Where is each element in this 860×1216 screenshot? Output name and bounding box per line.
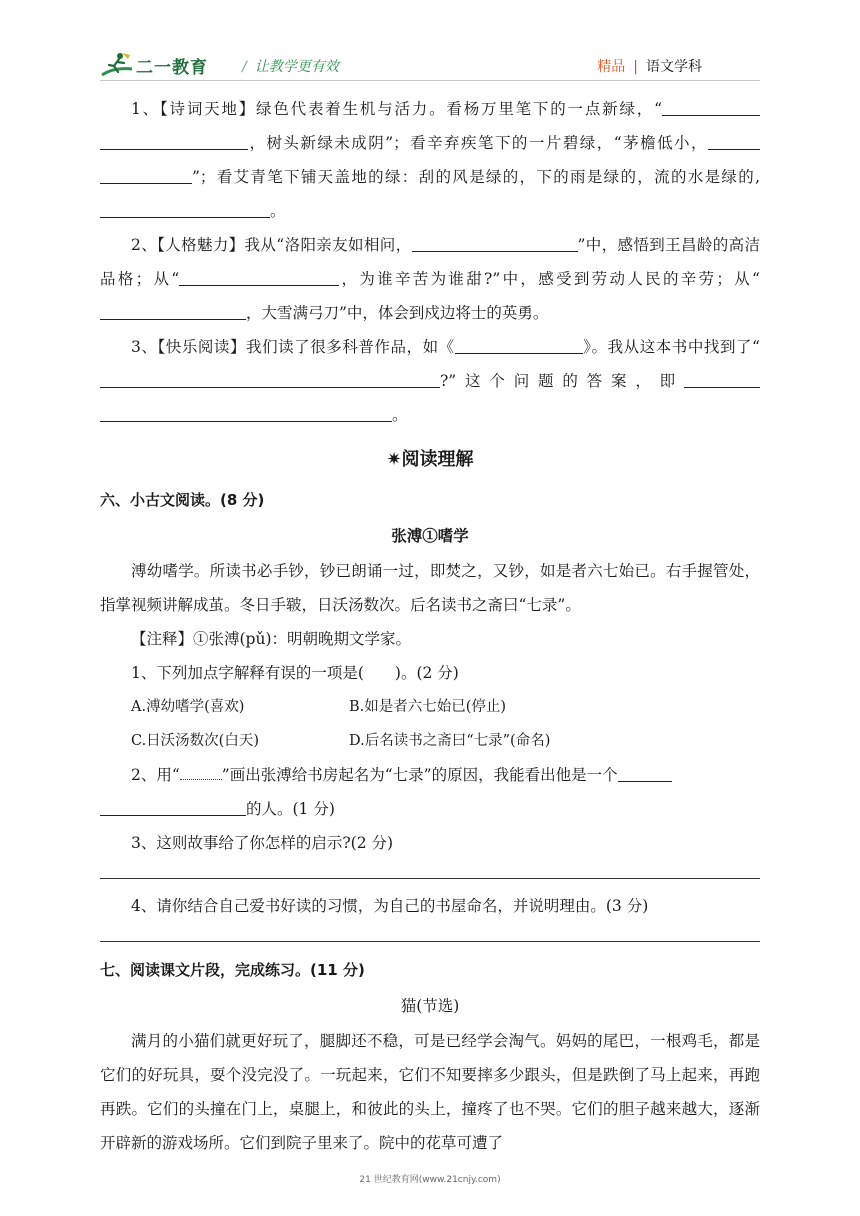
header-right: 精品 | 语文学科 [597,59,702,75]
wavy-underline-mark [180,765,222,780]
q7-passage-title: 猫(节选) [400,997,460,1015]
answer-blank[interactable] [662,97,760,116]
runner-logo-icon [100,51,134,79]
logo-text: 二一教育 [136,57,208,78]
q6-2-tail: 的人。(1 分) [246,800,335,818]
q7-heading: 七、阅读课文片段，完成练习。(11 分) [100,961,365,979]
q5-2-mid2: ，为谁辛苦为谁甜?”中，感受到劳动人民的辛劳；从“ [339,270,760,288]
answer-blank[interactable] [100,797,246,816]
q5-3-mid1: 》。我从这本书中找到了“ [582,338,760,356]
answer-blank[interactable] [100,369,440,388]
answer-blank[interactable] [708,131,760,150]
answer-blank[interactable] [100,131,248,150]
q5-2-head: 2、【人格魅力】我从“洛阳亲友如相问， [131,236,412,254]
slogan-text: 让教学更有效 [254,59,339,75]
q6-sub3: 3、这则故事给了你怎样的启示?(2 分) [131,834,394,852]
brand-label: 精品 [597,59,626,75]
option-c[interactable]: C.日沃汤数次(白天) [131,733,260,749]
q6-passage: 溥幼嗜学。所读书必手钞，钞已朗诵一过，即焚之，又钞，如是者六七始已。右手握管处，指掌视频讲解成茧。冬日手皲，日沃汤数次。后名读书之斋曰“七录”。 [100,562,760,614]
q5-1-head: 1、【诗词天地】绿色代表着生机与活力。看杨万里笔下的一点新绿，“ [131,100,662,118]
q6-passage-title: 张溥①嗜学 [391,526,469,545]
q5-1-mid2: ”；看艾青笔下铺天盖地的绿：刮的风是绿的，下的雨是绿的，流的水是绿的, [192,168,760,186]
q6-heading: 六、小古文阅读。(8 分) [100,491,265,509]
answer-line[interactable] [100,878,760,879]
q6-2-head: 2、用“ [131,766,180,784]
answer-blank[interactable] [455,335,583,354]
q6-options-row-2 [100,724,760,758]
page-header [100,50,760,80]
answer-blank[interactable] [412,233,578,252]
answer-blank[interactable] [100,403,392,422]
page-content [100,92,760,1160]
q5-2-mid1: ”中，感悟到王昌龄的高洁品格；从“ [100,236,760,288]
q5-item-2 [100,228,760,330]
q6-2-mid: ”画出张溥给书房起名为“七录”的原因，我能看出他是一个 [221,766,618,784]
q6-note: 【注释】①张溥(pǔ)：明朝晚期文学家。 [131,630,412,648]
q6-sub2 [100,758,760,826]
option-b[interactable]: B.如是者六七始已(停止) [349,699,507,715]
reading-section-title: ✷阅读理解 [386,449,474,470]
q6-sub4: 4、请你结合自己爱书好读的习惯，为自己的书屋命名，并说明理由。(3 分) [131,897,649,915]
q6-options-row-1 [100,690,760,724]
q5-1-tail: 。 [270,202,286,220]
logo [100,50,208,80]
slogan: / 让教学更有效 [242,59,339,75]
q5-item-1 [100,92,760,228]
q5-1-mid1: ，树头新绿未成阴”；看辛弃疾笔下的一片碧绿，“茅檐低小， [248,134,708,152]
q5-item-3 [100,330,760,432]
page-footer: 21 世纪教育网(www.21cnjy.com) [359,1175,501,1185]
answer-blank[interactable] [100,165,192,184]
answer-blank[interactable] [684,369,760,388]
answer-blank[interactable] [100,301,246,320]
q5-3-head: 3、【快乐阅读】我们读了很多科普作品，如《 [131,338,455,356]
answer-blank[interactable] [179,267,339,286]
header-divider [100,80,760,81]
q5-3-mid2: ?”这个问题的答案，即 [440,372,684,390]
q5-3-tail: 。 [392,406,408,424]
answer-blank[interactable] [100,199,270,218]
answer-line[interactable] [100,941,760,942]
subject-label: 语文学科 [646,59,702,75]
q5-2-tail: ，大雪满弓刀”中，体会到戍边将士的英勇。 [246,304,549,322]
q6-sub1: 1、下列加点字解释有误的一项是( )。(2 分) [131,664,459,682]
answer-blank[interactable] [618,763,672,782]
option-d[interactable]: D.后名读书之斋曰“七录”(命名) [349,733,551,749]
option-a[interactable]: A.溥幼嗜学(喜欢) [131,699,245,715]
q7-passage: 满月的小猫们就更好玩了，腿脚还不稳，可是已经学会淘气。妈妈的尾巴，一根鸡毛，都是它们的好玩具，耍个没完没了。一玩起来，它们不知要摔多少跟头，但是跌倒了马上起来，再跑再跌。它们的头撞在门上，桌腿上，和彼此的头上，撞疼了也不哭。它们的胆子越来越大，逐渐开辟新的游戏场所。它们到院子里来了。院中的花草可遭了 [100,1032,760,1152]
